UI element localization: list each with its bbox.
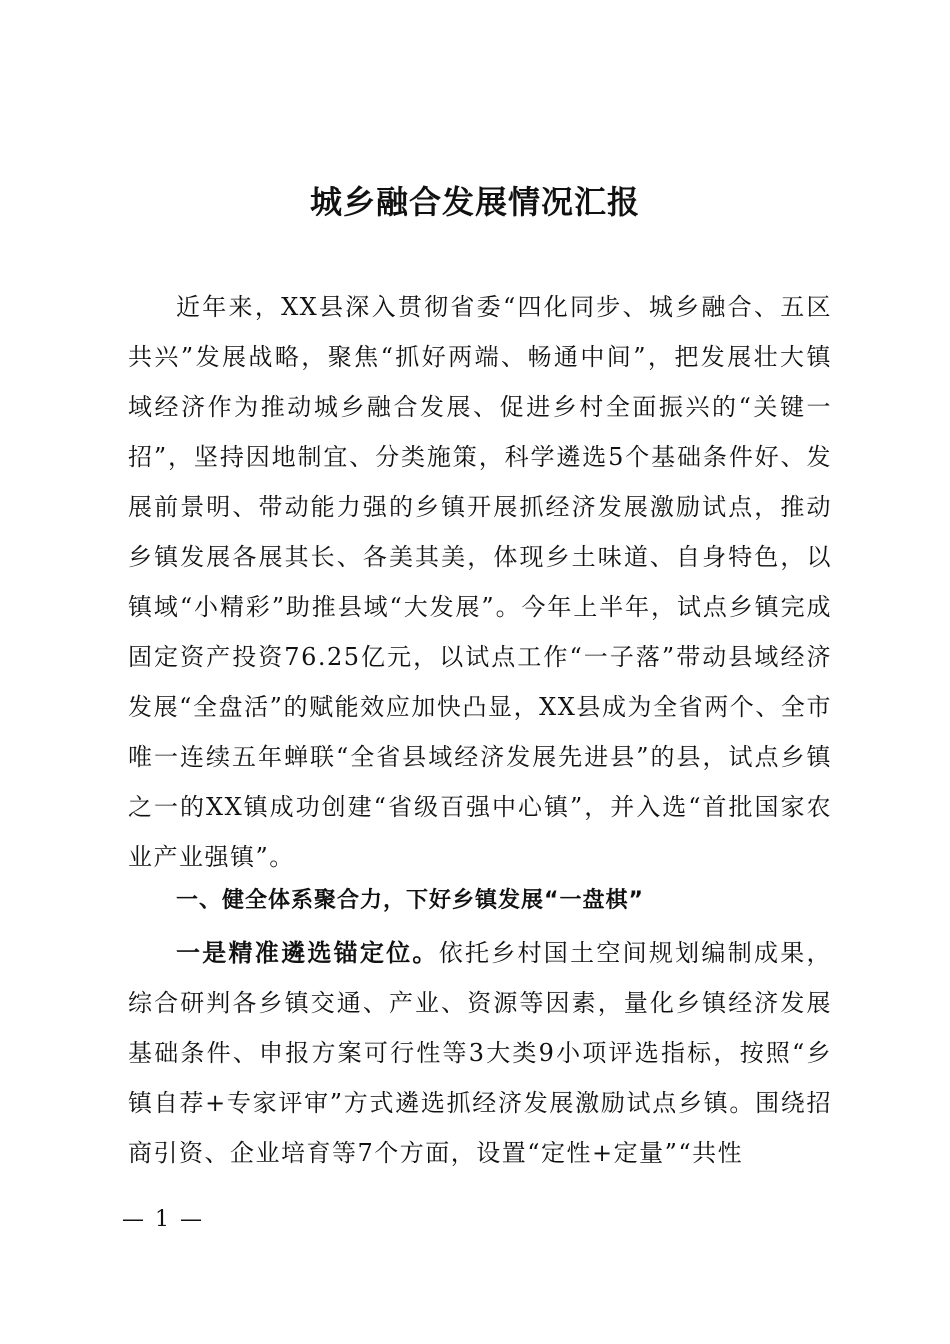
page-number: — 1 — — [122, 1207, 204, 1232]
section-1-body — [128, 928, 832, 1178]
document-title: 城乡融合发展情况汇报 — [309, 183, 640, 221]
intro-section — [128, 282, 832, 882]
intro-paragraph: 近年来，XX县深入贯彻省委“四化同步、城乡融合、五区共兴”发展战略，聚焦“抓好两端、畅通中间”，把发展壮大镇域经济作为推动城乡融合发展、促进乡村全面振兴的“关键一招”，坚持因地制宜、分类施策，科学遴选5个基础条件好、发展前景明、带动能力强的乡镇开展抓经济发展激励试点，推动乡镇发展各展其长、各美其美，体现乡土味道、自身特色，以镇域“小精彩”助推县域“大发展”。今年上半年，试点乡镇完成固定资产投资76.25亿元，以试点工作“一子落”带动县域经济发展“全盘活”的赋能效应加快凸显，XX县成为全省两个、全市唯一连续五年蝉联“全省县域经济发展先进县”的县，试点乡镇之一的XX镇成功创建“省级百强中心镇”，并入选“首批国家农业产业强镇”。 — [128, 293, 832, 871]
section-1-paragraph-1 — [128, 928, 832, 1178]
section-1-paragraph-1-lead: 一是精准遴选锚定位。 — [176, 938, 439, 967]
section-1-heading: 一、健全体系聚合力，下好乡镇发展“一盘棋” — [176, 888, 644, 913]
section-1-paragraph-1-text: 依托乡村国土空间规划编制成果，综合研判各乡镇交通、产业、资源等因素，量化乡镇经济发展基础条件、申报方案可行性等3大类9小项评选指标，按照“乡镇自荐+专家评审”方式遴选抓经济发展激励试点乡镇。围绕招商引资、企业培育等7个方面，设置“定性+定量”“共性 — [128, 939, 833, 1167]
